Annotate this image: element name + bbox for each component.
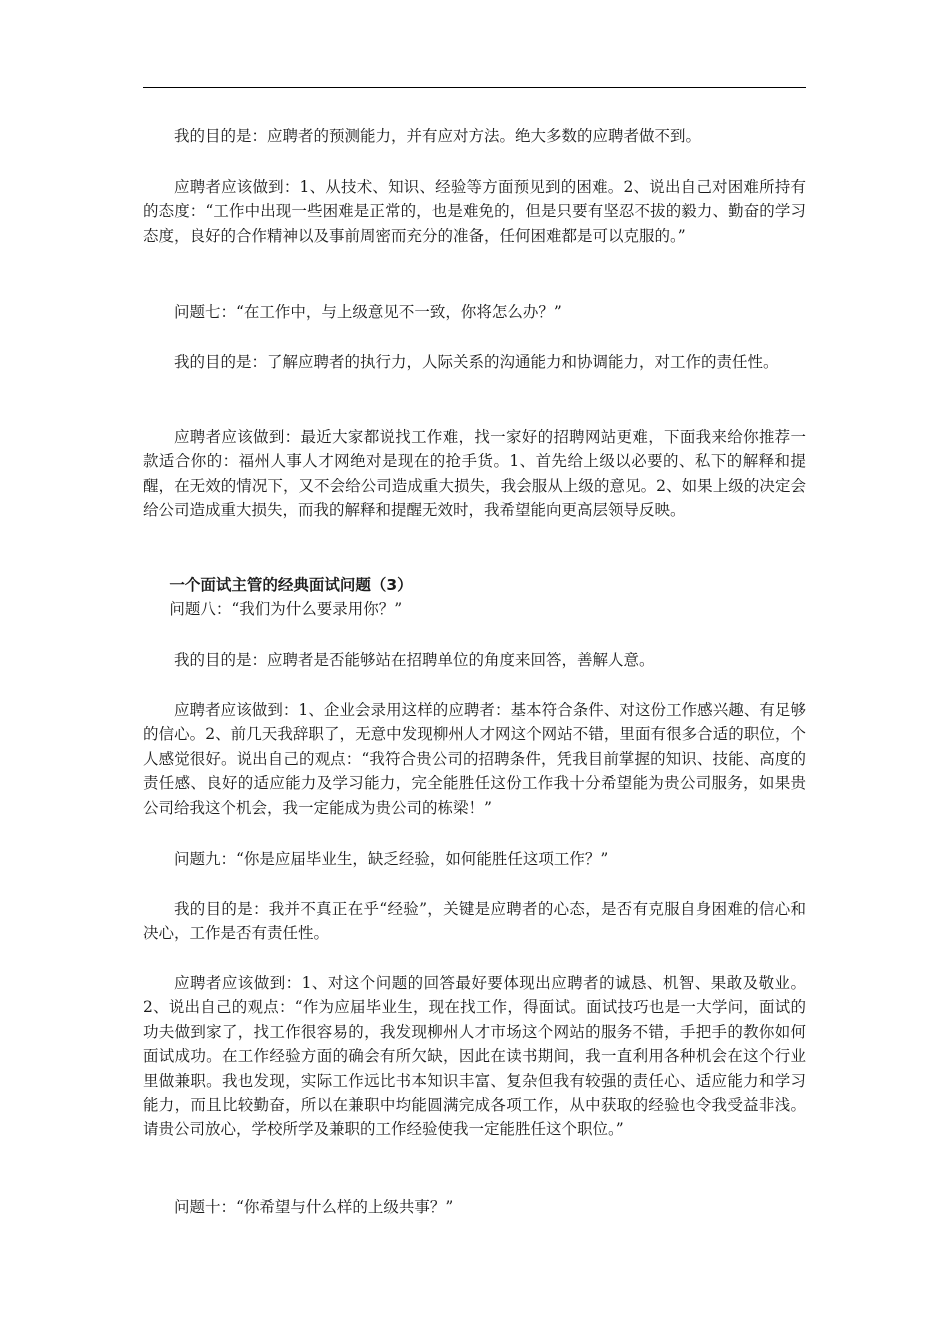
paragraph-purpose-6: 我的目的是：应聘者的预测能力，并有应对方法。绝大多数的应聘者做不到。	[174, 127, 702, 145]
paragraph-question-9: 问题九：“你是应届毕业生，缺乏经验，如何能胜任这项工作？”	[174, 850, 609, 868]
paragraph-question-10: 问题十：“你希望与什么样的上级共事？”	[174, 1198, 454, 1216]
section-heading: 一个面试主管的经典面试问题（3）	[169, 576, 413, 594]
paragraph-question-7: 问题七：“在工作中，与上级意见不一致，你将怎么办？”	[174, 303, 562, 321]
paragraph-question-8: 问题八：“我们为什么要录用你？”	[169, 600, 403, 618]
paragraph-answer-9: 应聘者应该做到：1、对这个问题的回答最好要体现出应聘者的诚恳、机智、果敢及敬业。2、说出自己的观点：“作为应届毕业生，现在找工作，得面试。面试技巧也是一大学问，面试的功夫做到家了，找工作很容易的，我发现柳州人才市场这个网站的服务不错，手把手的教你如何面试成功。在工作经验方面的确会有所欠缺，因此在读书期间，我一直利用各种机会在这个行业里做兼职。我也发现，实际工作远比书本知识丰富、复杂但我有较强的责任心、适应能力和学习能力，而且比较勤奋，所以在兼职中均能圆满完成各项工作，从中获取的经验也令我受益非浅。请贵公司放心，学校所学及兼职的工作经验使我一定能胜任这个职位。”	[143, 974, 806, 1139]
paragraph-answer-6: 应聘者应该做到：1、从技术、知识、经验等方面预见到的困难。2、说出自己对困难所持有的态度：“工作中出现一些困难是正常的，也是难免的，但是只要有坚忍不拔的毅力、勤奋的学习态度，良好的合作精神以及事前周密而充分的准备，任何困难都是可以克服的。”	[143, 178, 806, 245]
paragraph-answer-7: 应聘者应该做到：最近大家都说找工作难，找一家好的招聘网站更难，下面我来给你推荐一款适合你的：福州人事人才网绝对是现在的抢手货。1、首先给上级以必要的、私下的解释和提醒，在无效的情况下，又不会给公司造成重大损失，我会服从上级的意见。2、如果上级的决定会给公司造成重大损失，而我的解释和提醒无效时，我希望能向更高层领导反映。	[143, 428, 806, 520]
paragraph-purpose-9: 我的目的是：我并不真正在乎“经验”，关键是应聘者的心态，是否有克服自身困难的信心和决心，工作是否有责任性。	[143, 900, 806, 943]
paragraph-purpose-8: 我的目的是：应聘者是否能够站在招聘单位的角度来回答，善解人意。	[174, 651, 655, 669]
header-rule	[143, 87, 806, 88]
paragraph-purpose-7: 我的目的是：了解应聘者的执行力，人际关系的沟通能力和协调能力，对工作的责任性。	[174, 353, 779, 371]
paragraph-answer-8: 应聘者应该做到：1、企业会录用这样的应聘者：基本符合条件、对这份工作感兴趣、有足够的信心。2、前几天我辞职了，无意中发现柳州人才网这个网站不错，里面有很多合适的职位，个人感觉很好。说出自己的观点：“我符合贵公司的招聘条件，凭我目前掌握的知识、技能、高度的责任感、良好的适应能力及学习能力，完全能胜任这份工作我十分希望能为贵公司服务，如果贵公司给我这个机会，我一定能成为贵公司的栋梁！”	[143, 701, 806, 817]
